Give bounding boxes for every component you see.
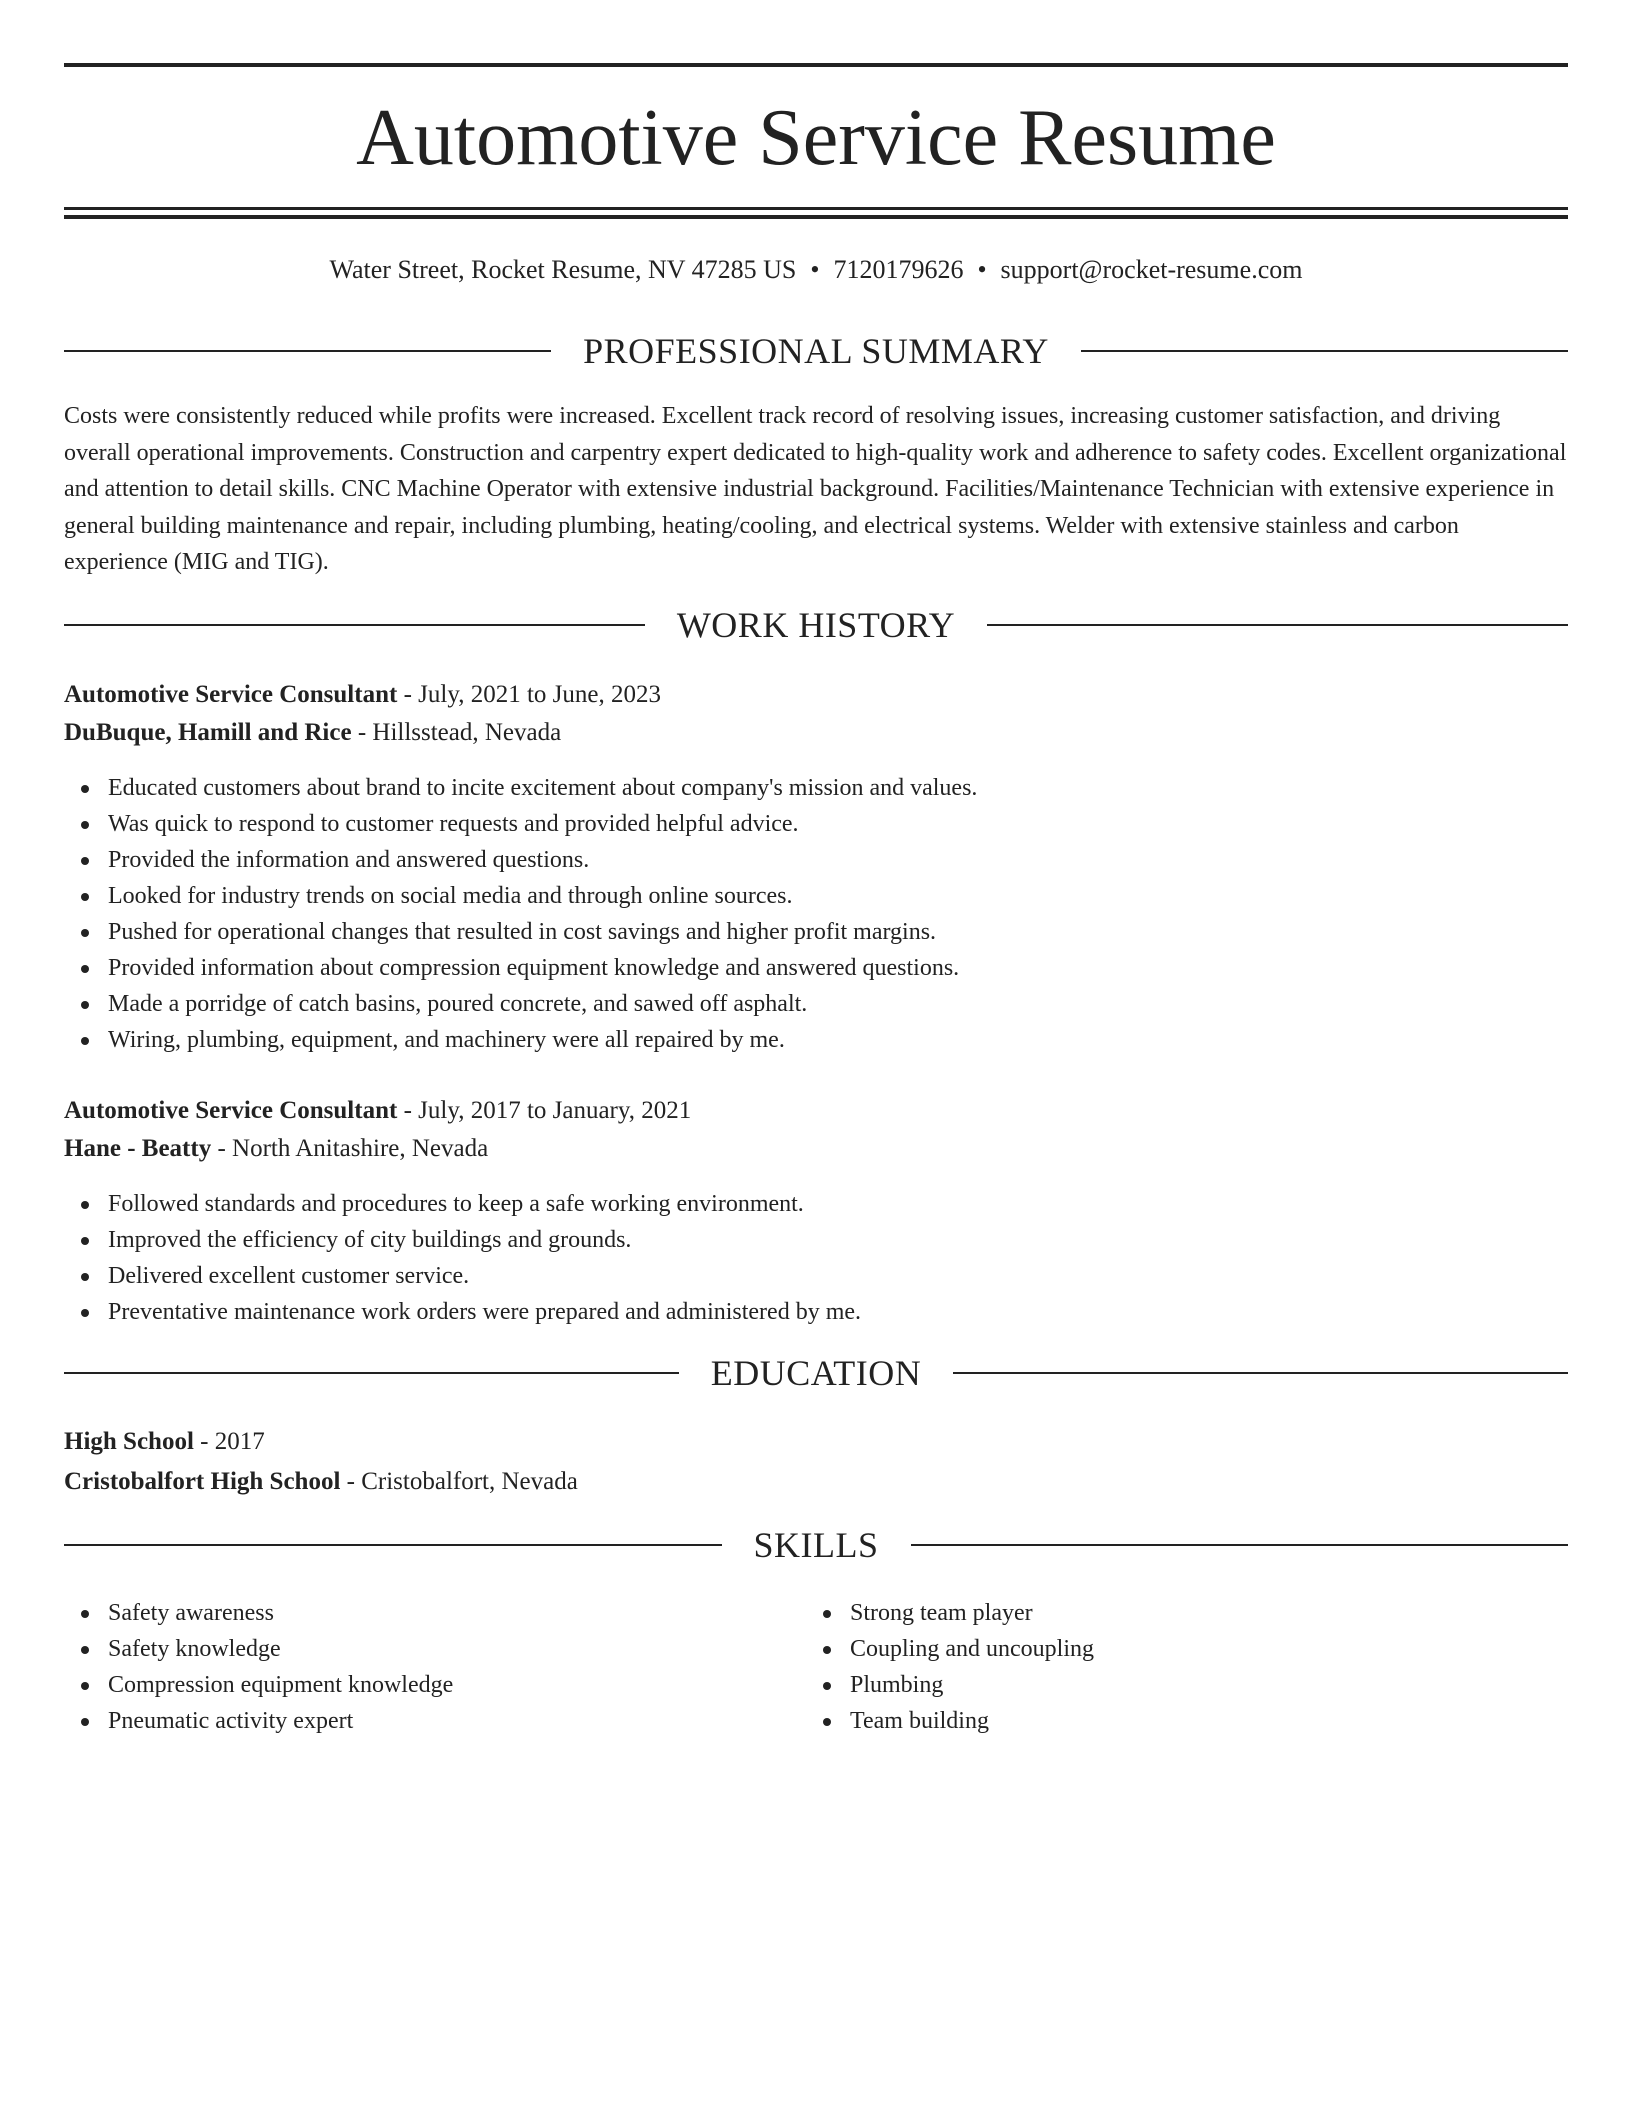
heading-rule: [987, 624, 1568, 626]
list-item: Looked for industry trends on social media and through online sources.: [64, 878, 1568, 914]
skills-list-left: [64, 1595, 806, 1739]
header-bottom-rule: [64, 207, 1568, 210]
job-company: Hane - Beatty: [64, 1135, 212, 1162]
contact-separator: •: [977, 255, 987, 284]
heading-rule: [953, 1372, 1568, 1374]
section-title: WORK HISTORY: [676, 605, 956, 645]
list-item: Wiring, plumbing, equipment, and machinery were all repaired by me.: [64, 1022, 1568, 1058]
job-location: - Hillsstead, Nevada: [351, 719, 562, 746]
contact-phone: 7120179626: [833, 255, 964, 284]
job-bullet-list: [64, 770, 1568, 1058]
heading-rule: [64, 1544, 722, 1546]
contact-line: [64, 252, 1568, 288]
education-location: - Cristobalfort, Nevada: [340, 1468, 578, 1495]
section-heading-skills: [64, 1523, 1568, 1567]
job-title-line: [64, 676, 1568, 714]
heading-rule: [1081, 350, 1568, 352]
job-dates: - July, 2021 to June, 2023: [397, 681, 661, 708]
education-year: - 2017: [193, 1428, 265, 1455]
section-title: EDUCATION: [710, 1353, 922, 1393]
skill-item: Safety knowledge: [64, 1631, 806, 1667]
section-title: PROFESSIONAL SUMMARY: [583, 331, 1049, 371]
skill-item: Pneumatic activity expert: [64, 1703, 806, 1739]
job-dates: - July, 2017 to January, 2021: [397, 1097, 692, 1124]
education-school: Cristobalfort High School: [64, 1468, 341, 1495]
job-company-line: [64, 1130, 1568, 1168]
skill-item: Strong team player: [806, 1595, 1568, 1631]
section-heading-summary: [64, 329, 1568, 373]
resume-title: Automotive Service Resume: [356, 94, 1276, 182]
header-top-rule: [64, 63, 1568, 67]
skill-item: Coupling and uncoupling: [806, 1631, 1568, 1667]
job-company: DuBuque, Hamill and Rice: [64, 719, 352, 746]
skill-item: Safety awareness: [64, 1595, 806, 1631]
education-school-line: [64, 1463, 1568, 1501]
list-item: Preventative maintenance work orders were prepared and administered by me.: [64, 1294, 1568, 1330]
summary-text: Costs were consistently reduced while profits were increased. Excellent track record of resolving issues, increasing customer satisfaction, and driving overall operational improvements. Construction and carpentry expert dedicated to high-quality work and adherence to safety codes. Excellent organizational and attention to detail skills. CNC Machine Operator with extensive industrial background. Facilities/Maintenance Technician with extensive experience in general building maintenance and repair, including plumbing, heating/cooling, and electrical systems. Welder with extensive stainless and carbon experience (MIG and TIG).: [64, 403, 1567, 575]
heading-rule: [64, 1372, 679, 1374]
education-degree-line: [64, 1423, 1568, 1461]
list-item: Educated customers about brand to incite excitement about company's mission and values.: [64, 770, 1568, 806]
list-item: Was quick to respond to customer requests and provided helpful advice.: [64, 806, 1568, 842]
job-bullet-list: [64, 1186, 1568, 1330]
list-item: Improved the efficiency of city buildings and grounds.: [64, 1222, 1568, 1258]
heading-rule: [64, 624, 645, 626]
contact-address: Water Street, Rocket Resume, NV 47285 US: [329, 255, 797, 284]
heading-rule: [911, 1544, 1569, 1546]
section-heading-education: [64, 1351, 1568, 1395]
skills-list-right: [806, 1595, 1568, 1739]
skill-item: Team building: [806, 1703, 1568, 1739]
list-item: Made a porridge of catch basins, poured concrete, and sawed off asphalt.: [64, 986, 1568, 1022]
contact-separator: •: [810, 255, 820, 284]
list-item: Provided the information and answered questions.: [64, 842, 1568, 878]
list-item: Provided information about compression equipment knowledge and answered questions.: [64, 950, 1568, 986]
list-item: Followed standards and procedures to keep a safe working environment.: [64, 1186, 1568, 1222]
list-item: Pushed for operational changes that resulted in cost savings and higher profit margins.: [64, 914, 1568, 950]
skill-item: Plumbing: [806, 1667, 1568, 1703]
contact-email: support@rocket-resume.com: [1000, 255, 1303, 284]
job-location: - North Anitashire, Nevada: [211, 1135, 489, 1162]
heading-rule: [64, 350, 551, 352]
section-title: SKILLS: [753, 1525, 879, 1565]
job-title-line: [64, 1092, 1568, 1130]
job-title: Automotive Service Consultant: [64, 1097, 398, 1124]
education-degree: High School: [64, 1428, 194, 1455]
job-company-line: [64, 714, 1568, 752]
section-heading-work-history: [64, 603, 1568, 647]
job-title: Automotive Service Consultant: [64, 681, 398, 708]
skill-item: Compression equipment knowledge: [64, 1667, 806, 1703]
list-item: Delivered excellent customer service.: [64, 1258, 1568, 1294]
header-bottom-rule-double: [64, 215, 1568, 219]
